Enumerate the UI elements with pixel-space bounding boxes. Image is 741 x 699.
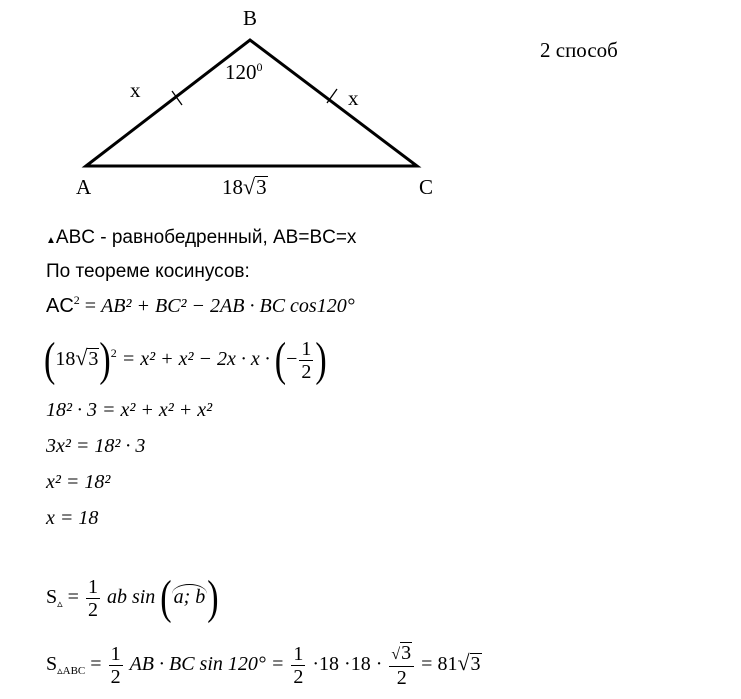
cosine-theorem-heading: По теореме косинусов: — [46, 261, 250, 282]
triangle-figure — [0, 0, 741, 230]
step-1: 18² · 3 = x² + x² + x² — [46, 399, 213, 421]
vertex-c-label: C — [419, 175, 434, 199]
triangle-abc — [86, 40, 417, 166]
side-bc-label: x — [348, 86, 359, 110]
substitution-line: $(18√3)^2 = x^2 + x^2 - 2x \cdot x$ · (− $\frac{1}{2}$ ) — [44, 333, 327, 386]
vertex-a-label: A — [76, 175, 92, 199]
angle-b-label: $120^0$ — [225, 60, 263, 84]
step-4: x = 18 — [46, 507, 99, 529]
method-label: 2 способ — [540, 38, 618, 62]
triangle-icon: ▵ — [57, 665, 63, 678]
side-ab-label: x — [130, 78, 141, 102]
triangle-icon: ▲ — [46, 235, 56, 246]
area-specific-formula: $S_{▵ABC}$ = $\frac{1}{2}$ AB · BC sin 120° = $\frac{1}{2}$ ·18 ·18 · $\frac{√3}{2}$ = 81√3 — [46, 642, 481, 689]
vertex-b-label: B — [243, 6, 258, 30]
step-3: x² = 18² — [46, 471, 111, 493]
step-2: 3x² = 18² · 3 — [46, 435, 146, 457]
cosine-formula: $AC^2 = AB^2 + BC^2 - 2AB$ · BC cos120° — [46, 293, 355, 317]
triangle-icon: ▵ — [57, 598, 63, 611]
area-general-formula: $S_▵$ = $\frac{1}{2}$ ab sin ( a; b) — [46, 571, 219, 624]
isosceles-statement: ▲ABC - равнобедренный, AB=BC=x — [46, 227, 357, 248]
side-ac-label: 18√3 — [222, 174, 267, 199]
